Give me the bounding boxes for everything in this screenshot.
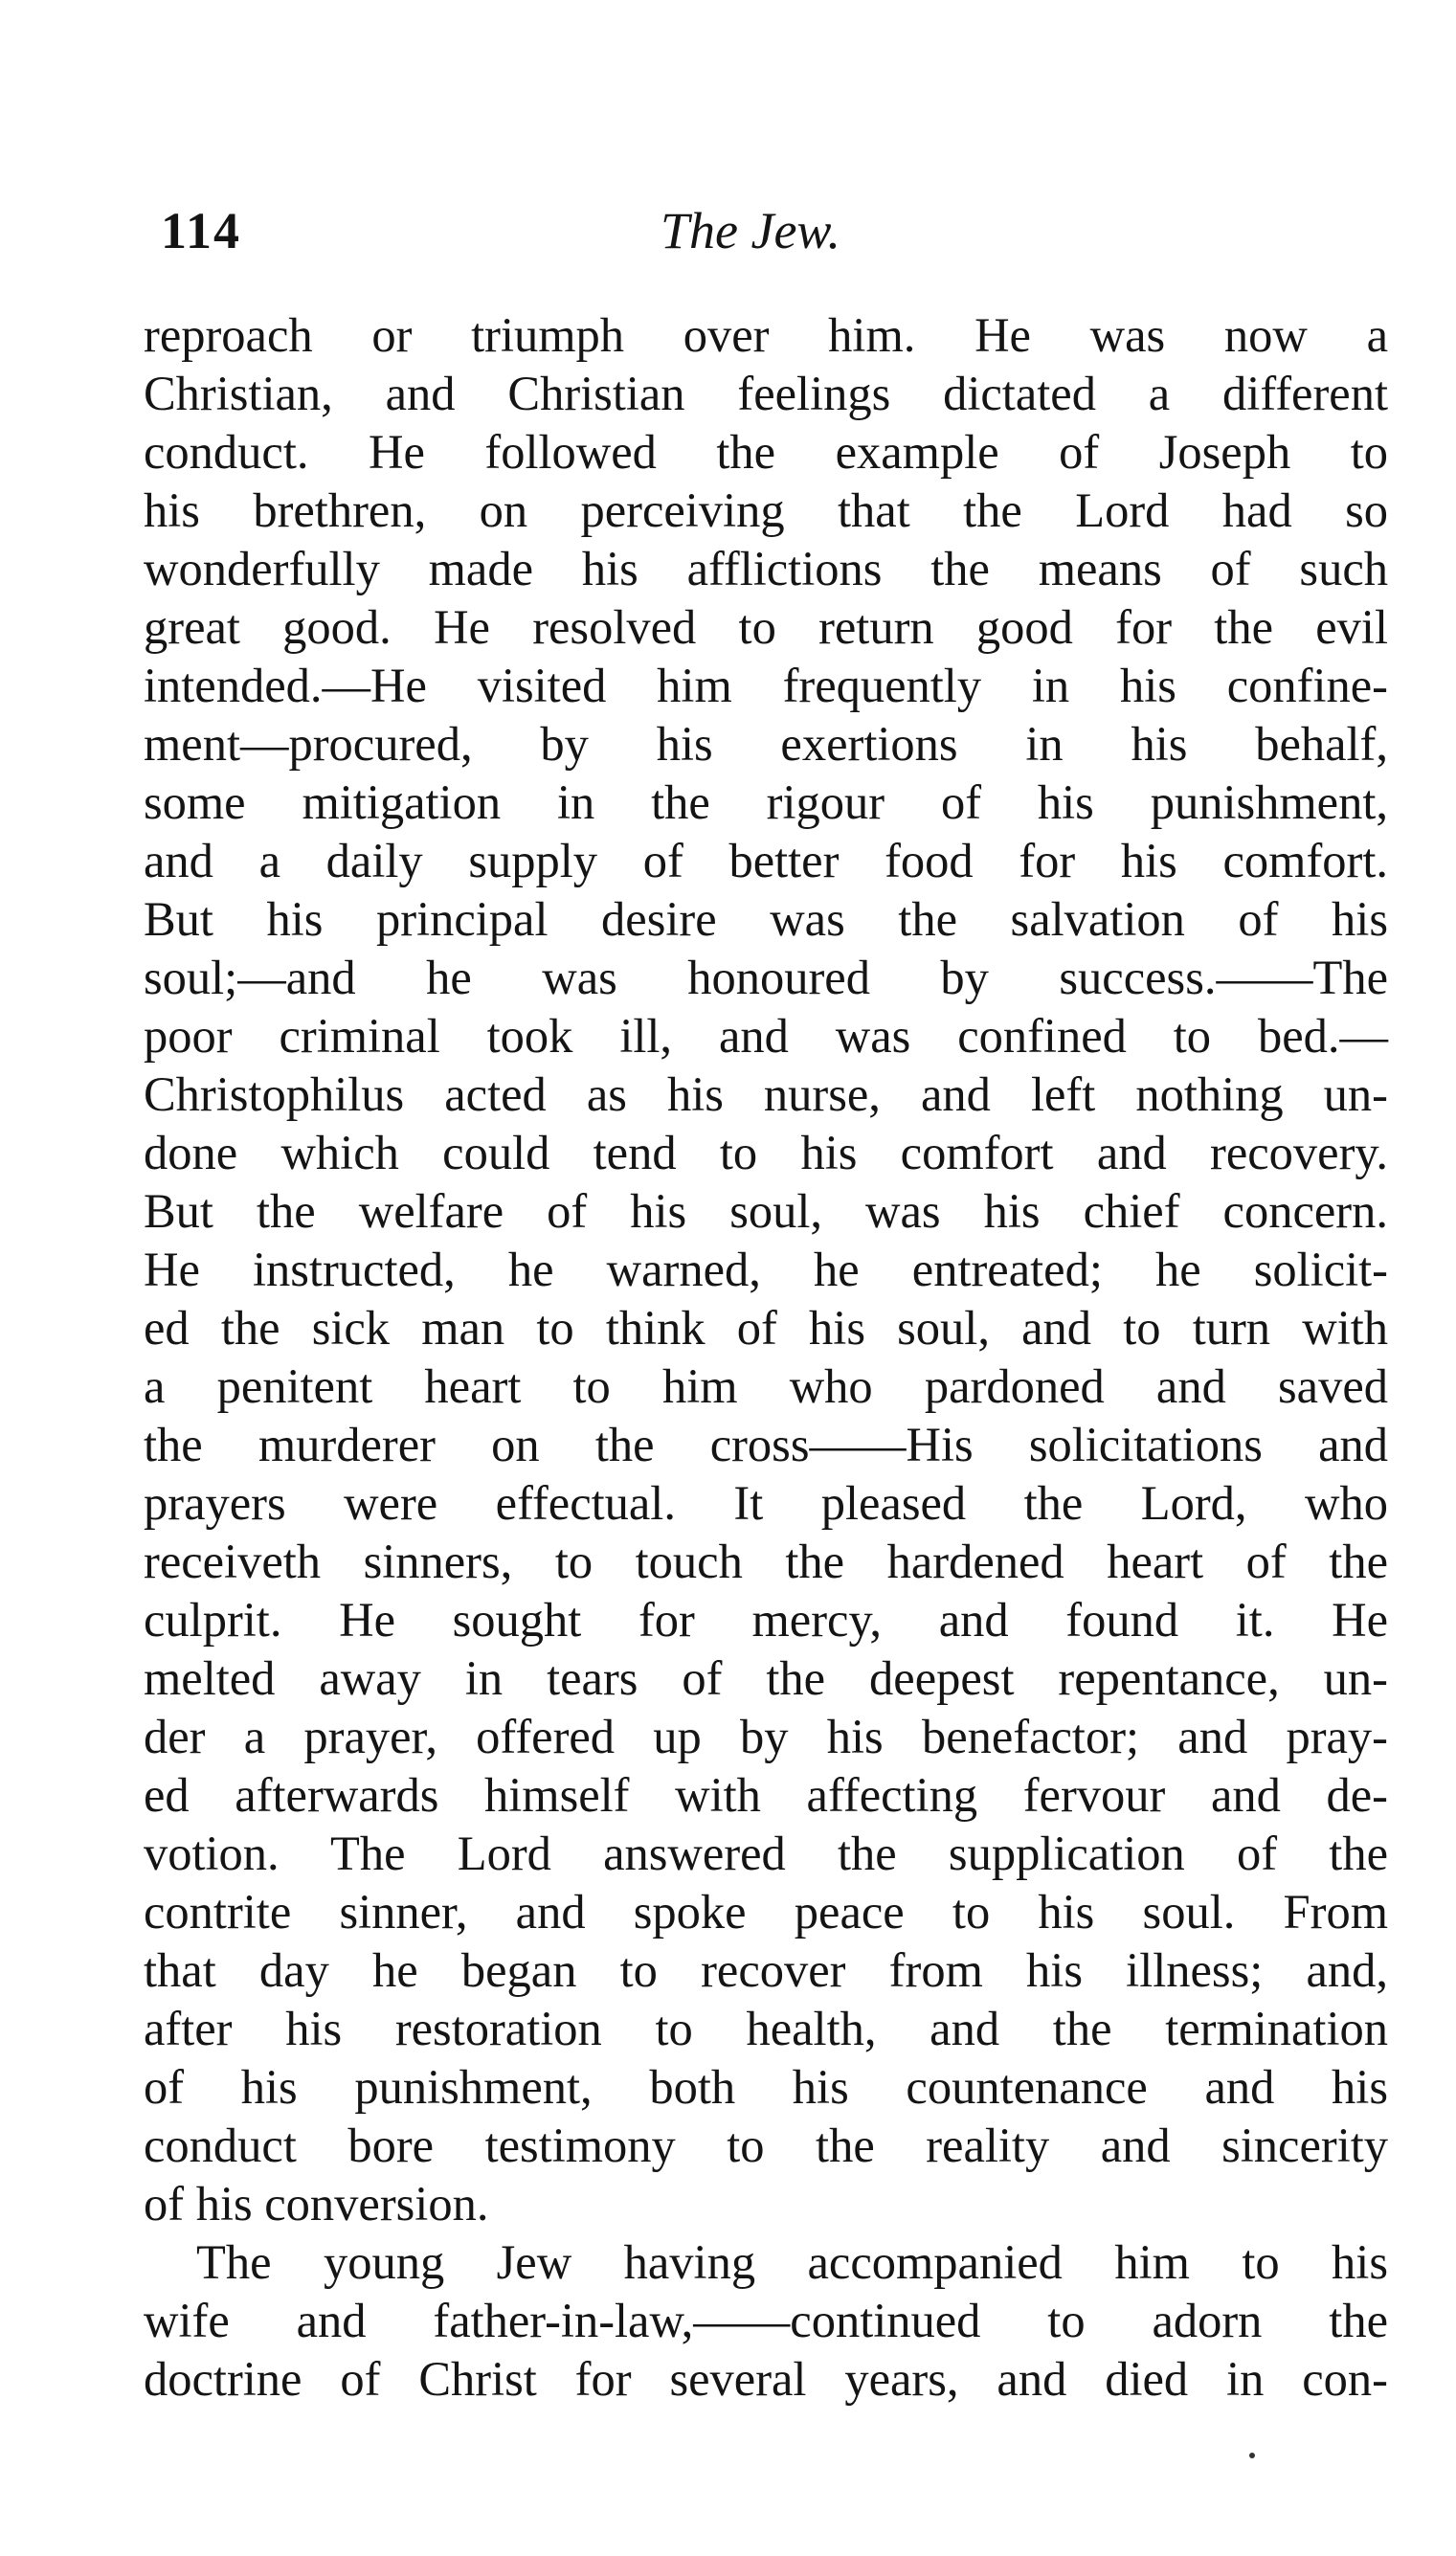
text-line: contrite sinner, and spoke peace to his soul. From xyxy=(144,1885,1388,1939)
text-line: intended.—He visited him frequently in his confine- xyxy=(144,659,1388,712)
text-line: the murderer on the cross——His solicitations and xyxy=(144,1418,1388,1471)
text-line: culprit. He sought for mercy, and found it. He xyxy=(144,1593,1388,1647)
text-line: doctrine of Christ for several years, and died in con- xyxy=(144,2352,1388,2406)
running-title: The Jew. xyxy=(661,202,840,259)
printer-mark-dot xyxy=(1249,2453,1255,2458)
text-line: But his principal desire was the salvation of his xyxy=(144,892,1388,946)
text-line: a penitent heart to him who pardoned and saved xyxy=(144,1359,1388,1413)
text-line: Christian, and Christian feelings dictated a different xyxy=(144,367,1388,420)
text-line: reproach or triumph over him. He was now a xyxy=(144,308,1388,362)
text-line: Christophilus acted as his nurse, and left nothing un- xyxy=(144,1067,1388,1121)
book-page xyxy=(144,191,1388,2409)
text-line: soul;—and he was honoured by success.——The xyxy=(144,951,1388,1004)
page-number: 114 xyxy=(161,202,242,259)
paragraph-1 xyxy=(144,306,1388,2233)
text-line: wonderfully made his afflictions the means of such xyxy=(144,542,1388,595)
text-line: of his punishment, both his countenance and his xyxy=(144,2060,1388,2114)
text-line: But the welfare of his soul, was his chief concern. xyxy=(144,1184,1388,1238)
text-line: conduct. He followed the example of Joseph to xyxy=(144,425,1388,479)
paragraph-2 xyxy=(144,2233,1388,2409)
text-line: votion. The Lord answered the supplication of the xyxy=(144,1827,1388,1880)
text-line: He instructed, he warned, he entreated; he solicit- xyxy=(144,1243,1388,1296)
text-line: The young Jew having accompanied him to his xyxy=(196,2235,1388,2289)
text-line: after his restoration to health, and the termination xyxy=(144,2002,1388,2055)
text-line: that day he began to recover from his illness; and, xyxy=(144,1943,1388,1997)
text-line: some mitigation in the rigour of his punishment, xyxy=(144,775,1388,829)
text-line: conduct bore testimony to the reality and sincerity xyxy=(144,2119,1388,2172)
text-line: of his conversion. xyxy=(144,2177,489,2231)
text-line: poor criminal took ill, and was confined to bed.— xyxy=(144,1009,1388,1063)
body-text xyxy=(144,306,1388,2409)
page-header xyxy=(144,191,1388,258)
text-line: receiveth sinners, to touch the hardened heart of the xyxy=(144,1535,1388,1588)
text-line: done which could tend to his comfort and recovery. xyxy=(144,1126,1388,1179)
text-line: wife and father-in-law,——continued to adorn the xyxy=(144,2294,1388,2347)
text-line: der a prayer, offered up by his benefactor; and pray- xyxy=(144,1710,1388,1763)
text-line: and a daily supply of better food for his comfort. xyxy=(144,834,1388,887)
text-line: ed the sick man to think of his soul, and to turn with xyxy=(144,1301,1388,1355)
text-line: prayers were effectual. It pleased the Lord, who xyxy=(144,1476,1388,1530)
text-line: melted away in tears of the deepest repentance, un- xyxy=(144,1651,1388,1705)
text-line: ed afterwards himself with affecting fervour and de- xyxy=(144,1768,1388,1822)
text-line: ment—procured, by his exertions in his behalf, xyxy=(144,717,1388,771)
text-line: great good. He resolved to return good for the evil xyxy=(144,600,1388,654)
text-line: his brethren, on perceiving that the Lord had so xyxy=(144,483,1388,537)
